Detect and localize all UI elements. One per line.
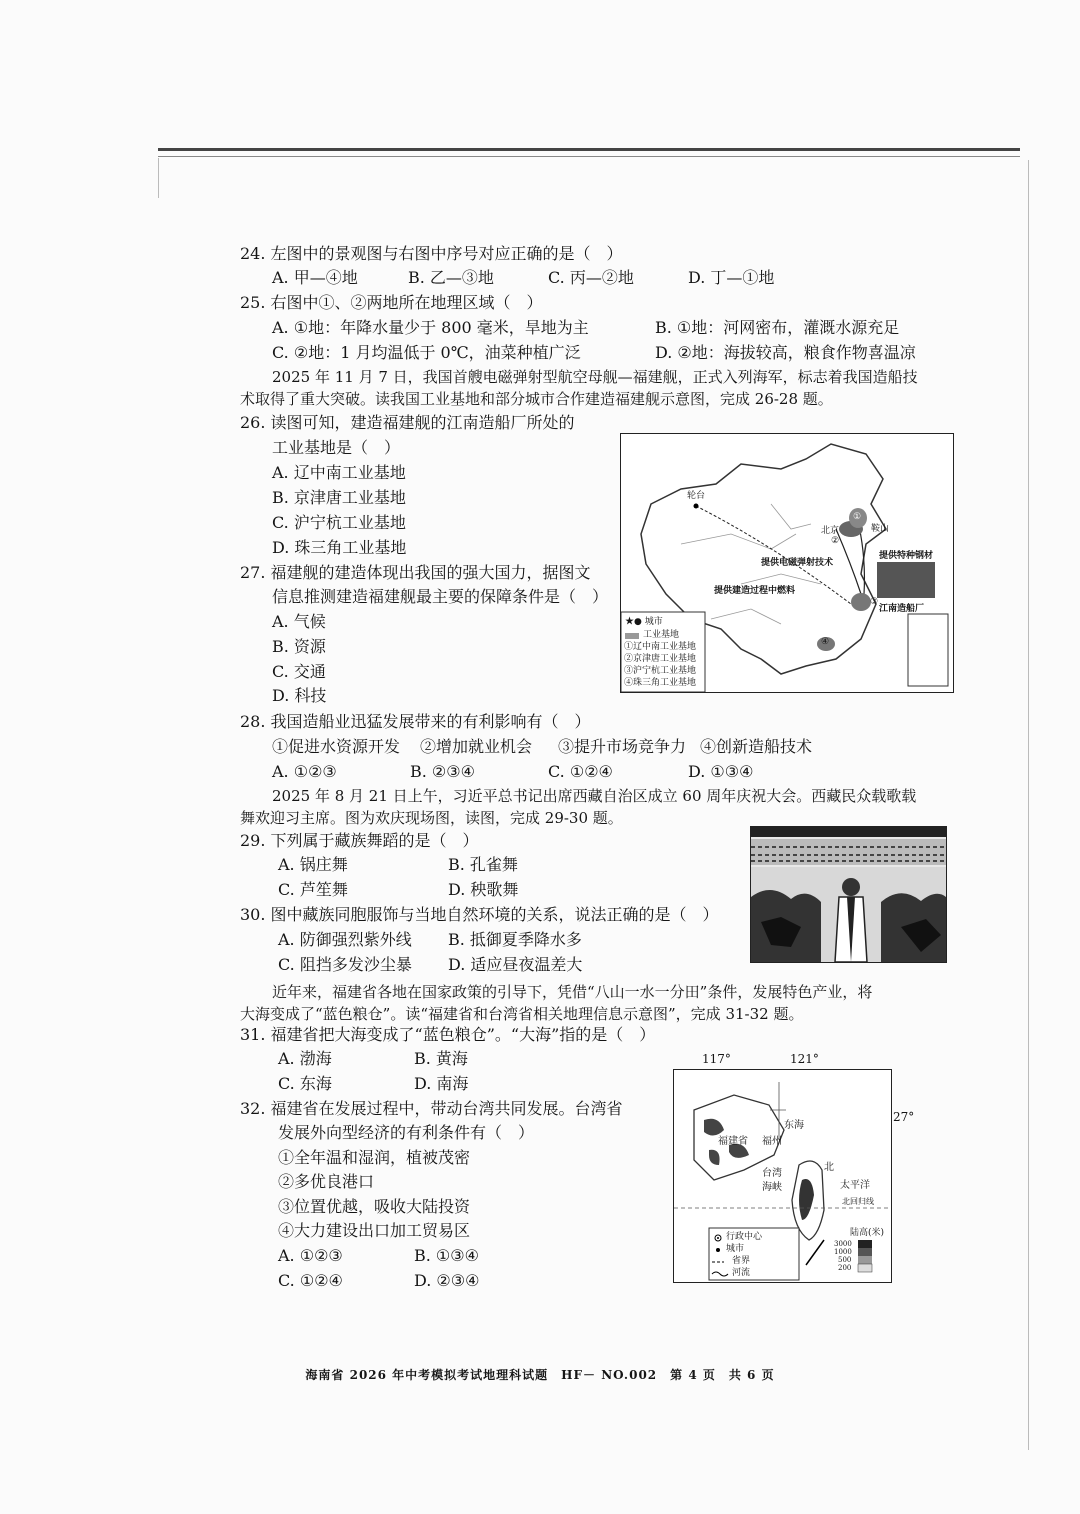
fujian-taiwan-outline	[674, 1070, 891, 1282]
legend-base-1: ①辽中南工业基地	[624, 642, 697, 652]
q26-stem-cont: 工业基地是（ ）	[272, 438, 401, 457]
legend-border: 省界	[732, 1256, 751, 1266]
legend-base-3: ③沪宁杭工业基地	[624, 666, 697, 676]
q28-option-a: A. ①②③	[272, 762, 337, 781]
label-em-tech: 提供电磁弹射技术	[761, 558, 834, 568]
celebration-photo-image	[751, 827, 946, 962]
left-margin-line	[158, 158, 159, 198]
intro-31-32-line2: 大海变成了“蓝色粮仓”。读“福建省和台湾省相关地理信息示意图”，完成 31-32 题。	[240, 1005, 804, 1023]
label-c2: ②	[831, 536, 840, 546]
q28-option-b: B. ②③④	[410, 762, 475, 781]
q28-item-1: ①促进水资源开发	[272, 737, 401, 756]
legend-admin-center: 行政中心	[726, 1232, 763, 1242]
q28-item-3: ③提升市场竞争力	[558, 737, 687, 756]
q32-item-1: ①全年温和湿润，植被茂密	[278, 1148, 471, 1167]
label-lat-27: 27°	[893, 1110, 915, 1124]
label-lon-121: 121°	[790, 1052, 819, 1066]
q24-option-b: B. 乙—③地	[408, 268, 494, 287]
label-steel: 提供特种钢材	[879, 551, 934, 561]
label-luntai: 轮台	[687, 491, 706, 501]
label-strait-2: 海峡	[762, 1182, 782, 1193]
q27-option-b: B. 资源	[272, 637, 326, 656]
q24-option-a: A. 甲—④地	[272, 268, 358, 287]
q30-option-b: B. 抵御夏季降水多	[448, 930, 582, 949]
q29-stem: 29. 下列属于藏族舞蹈的是（ ）	[240, 831, 479, 850]
label-c3: ③	[870, 597, 879, 607]
elevation-3000: 3000	[834, 1240, 852, 1248]
label-donghai: 东海	[784, 1120, 804, 1131]
header-rule	[158, 148, 1020, 151]
q28-stem: 28. 我国造船业迅猛发展带来的有利影响有（ ）	[240, 712, 591, 731]
intro-29-30-line2: 舞欢迎习主席。图为欢庆现场图，读图，完成 29-30 题。	[240, 809, 623, 827]
q24-option-c: C. 丙—②地	[548, 268, 634, 287]
q31-stem: 31. 福建省把大海变成了“蓝色粮仓”。“大海”指的是（ ）	[240, 1025, 656, 1044]
q25-stem: 25. 右图中①、②两地所在地理区域（ ）	[240, 293, 543, 312]
q32-stem: 32. 福建省在发展过程中，带动台湾共同发展。台湾省	[240, 1099, 623, 1118]
elevation-500: 500	[838, 1256, 852, 1264]
q27-stem: 27. 福建舰的建造体现出我国的强大国力，据图文	[240, 563, 591, 582]
elevation-200: 200	[838, 1264, 852, 1272]
q25-option-b: B. ①地：河网密布，灌溉水源充足	[655, 318, 900, 337]
q26-option-c: C. 沪宁杭工业基地	[272, 513, 406, 532]
label-strait-1: 台湾	[762, 1168, 782, 1179]
label-c4: ④	[821, 637, 830, 647]
intro-26-28-line1: 2025 年 11 月 7 日，我国首艘电磁弹射型航空母舰—福建舰，正式入列海军，标志着我国造船技	[272, 368, 918, 386]
q24-option-d: D. 丁—①地	[688, 268, 775, 287]
q31-option-a: A. 渤海	[278, 1049, 332, 1068]
q32-stem-cont: 发展外向型经济的有利条件有（ ）	[278, 1123, 535, 1142]
q29-option-d: D. 秧歌舞	[448, 880, 519, 899]
q32-option-c: C. ①②④	[278, 1271, 343, 1290]
q32-option-d: D. ②③④	[414, 1271, 480, 1290]
celebration-photo	[750, 826, 947, 963]
intro-31-32-line1: 近年来，福建省各地在国家政策的引导下，凭借“八山一水一分田”条件，发展特色产业，将	[272, 983, 873, 1001]
elevation-title: 陆高(米)	[850, 1228, 885, 1238]
q26-option-b: B. 京津唐工业基地	[272, 488, 406, 507]
china-industry-map	[620, 433, 954, 693]
q25-option-d: D. ②地：海拔较高，粮食作物喜温凉	[655, 343, 916, 362]
q32-item-2: ②多优良港口	[278, 1172, 375, 1191]
legend-city: 城市	[726, 1244, 745, 1254]
q29-option-c: C. 芦笙舞	[278, 880, 348, 899]
elevation-1000: 1000	[834, 1248, 852, 1256]
q30-option-a: A. 防御强烈紫外线	[278, 930, 412, 949]
q30-stem: 30. 图中藏族同胞服饰与当地自然环境的关系，说法正确的是（ ）	[240, 905, 719, 924]
legend-base: 工业基地	[643, 630, 680, 640]
q28-option-d: D. ①③④	[688, 762, 754, 781]
q26-option-d: D. 珠三角工业基地	[272, 538, 407, 557]
q27-option-d: D. 科技	[272, 686, 327, 705]
intro-29-30-line1: 2025 年 8 月 21 日上午，习近平总书记出席西藏自治区成立 60 周年庆祝大会。西藏民众载歌载	[272, 787, 917, 805]
q31-option-d: D. 南海	[414, 1074, 469, 1093]
q26-stem: 26. 读图可知，建造福建舰的江南造船厂所处的	[240, 413, 575, 432]
q28-item-4: ④创新造船技术	[700, 737, 813, 756]
q27-option-c: C. 交通	[272, 662, 326, 681]
q32-option-a: A. ①②③	[278, 1246, 343, 1265]
q30-option-c: C. 阻挡多发沙尘暴	[278, 955, 412, 974]
q32-option-b: B. ①③④	[414, 1246, 479, 1265]
right-margin-line	[1028, 160, 1029, 1450]
label-beijing: 北京	[821, 526, 840, 536]
q25-option-c: C. ②地：1 月均温低于 0℃，油菜种植广泛	[272, 343, 581, 362]
q27-option-a: A. 气候	[272, 612, 326, 631]
legend-city: ★● 城市	[625, 617, 663, 627]
legend-base-4: ④珠三角工业基地	[624, 678, 697, 688]
label-tropic: 北回归线	[842, 1197, 874, 1206]
q26-option-a: A. 辽中南工业基地	[272, 463, 406, 482]
legend-base-2: ②京津唐工业基地	[624, 654, 697, 664]
label-anshan: 鞍山	[871, 524, 890, 534]
label-fujian: 福建省	[718, 1136, 748, 1147]
legend-river: 河流	[732, 1268, 751, 1278]
label-c1: ①	[853, 512, 862, 522]
fujian-taiwan-map	[673, 1069, 892, 1283]
page-footer: 海南省 2026 年中考模拟考试地理科试题 HF－ NO.002 第 4 页 共 6 页	[305, 1368, 775, 1382]
q25-option-a: A. ①地：年降水量少于 800 毫米，旱地为主	[272, 318, 589, 337]
intro-26-28-line2: 术取得了重大突破。读我国工业基地和部分城市合作建造福建舰示意图，完成 26-28 题。	[240, 390, 833, 408]
q24-stem: 24. 左图中的景观图与右图中序号对应正确的是（ ）	[240, 244, 623, 263]
q28-option-c: C. ①②④	[548, 762, 613, 781]
label-lon-117: 117°	[702, 1052, 731, 1066]
q31-option-b: B. 黄海	[414, 1049, 468, 1068]
label-fuzhou: 福州	[762, 1136, 782, 1147]
q32-item-4: ④大力建设出口加工贸易区	[278, 1221, 471, 1240]
q31-option-c: C. 东海	[278, 1074, 332, 1093]
q29-option-b: B. 孔雀舞	[448, 855, 518, 874]
label-shipyard: 江南造船厂	[879, 604, 925, 614]
q28-item-2: ②增加就业机会	[420, 737, 533, 756]
label-taibei: 北	[824, 1162, 834, 1173]
label-fuel: 提供建造过程中燃料	[714, 586, 796, 596]
q27-stem-cont: 信息推测建造福建舰最主要的保障条件是（ ）	[272, 587, 609, 606]
q32-item-3: ③位置优越，吸收大陆投资	[278, 1197, 471, 1216]
label-pacific: 太平洋	[840, 1180, 870, 1191]
q30-option-d: D. 适应昼夜温差大	[448, 955, 583, 974]
q29-option-a: A. 锅庄舞	[278, 855, 348, 874]
header-rule-thin	[158, 156, 1020, 157]
